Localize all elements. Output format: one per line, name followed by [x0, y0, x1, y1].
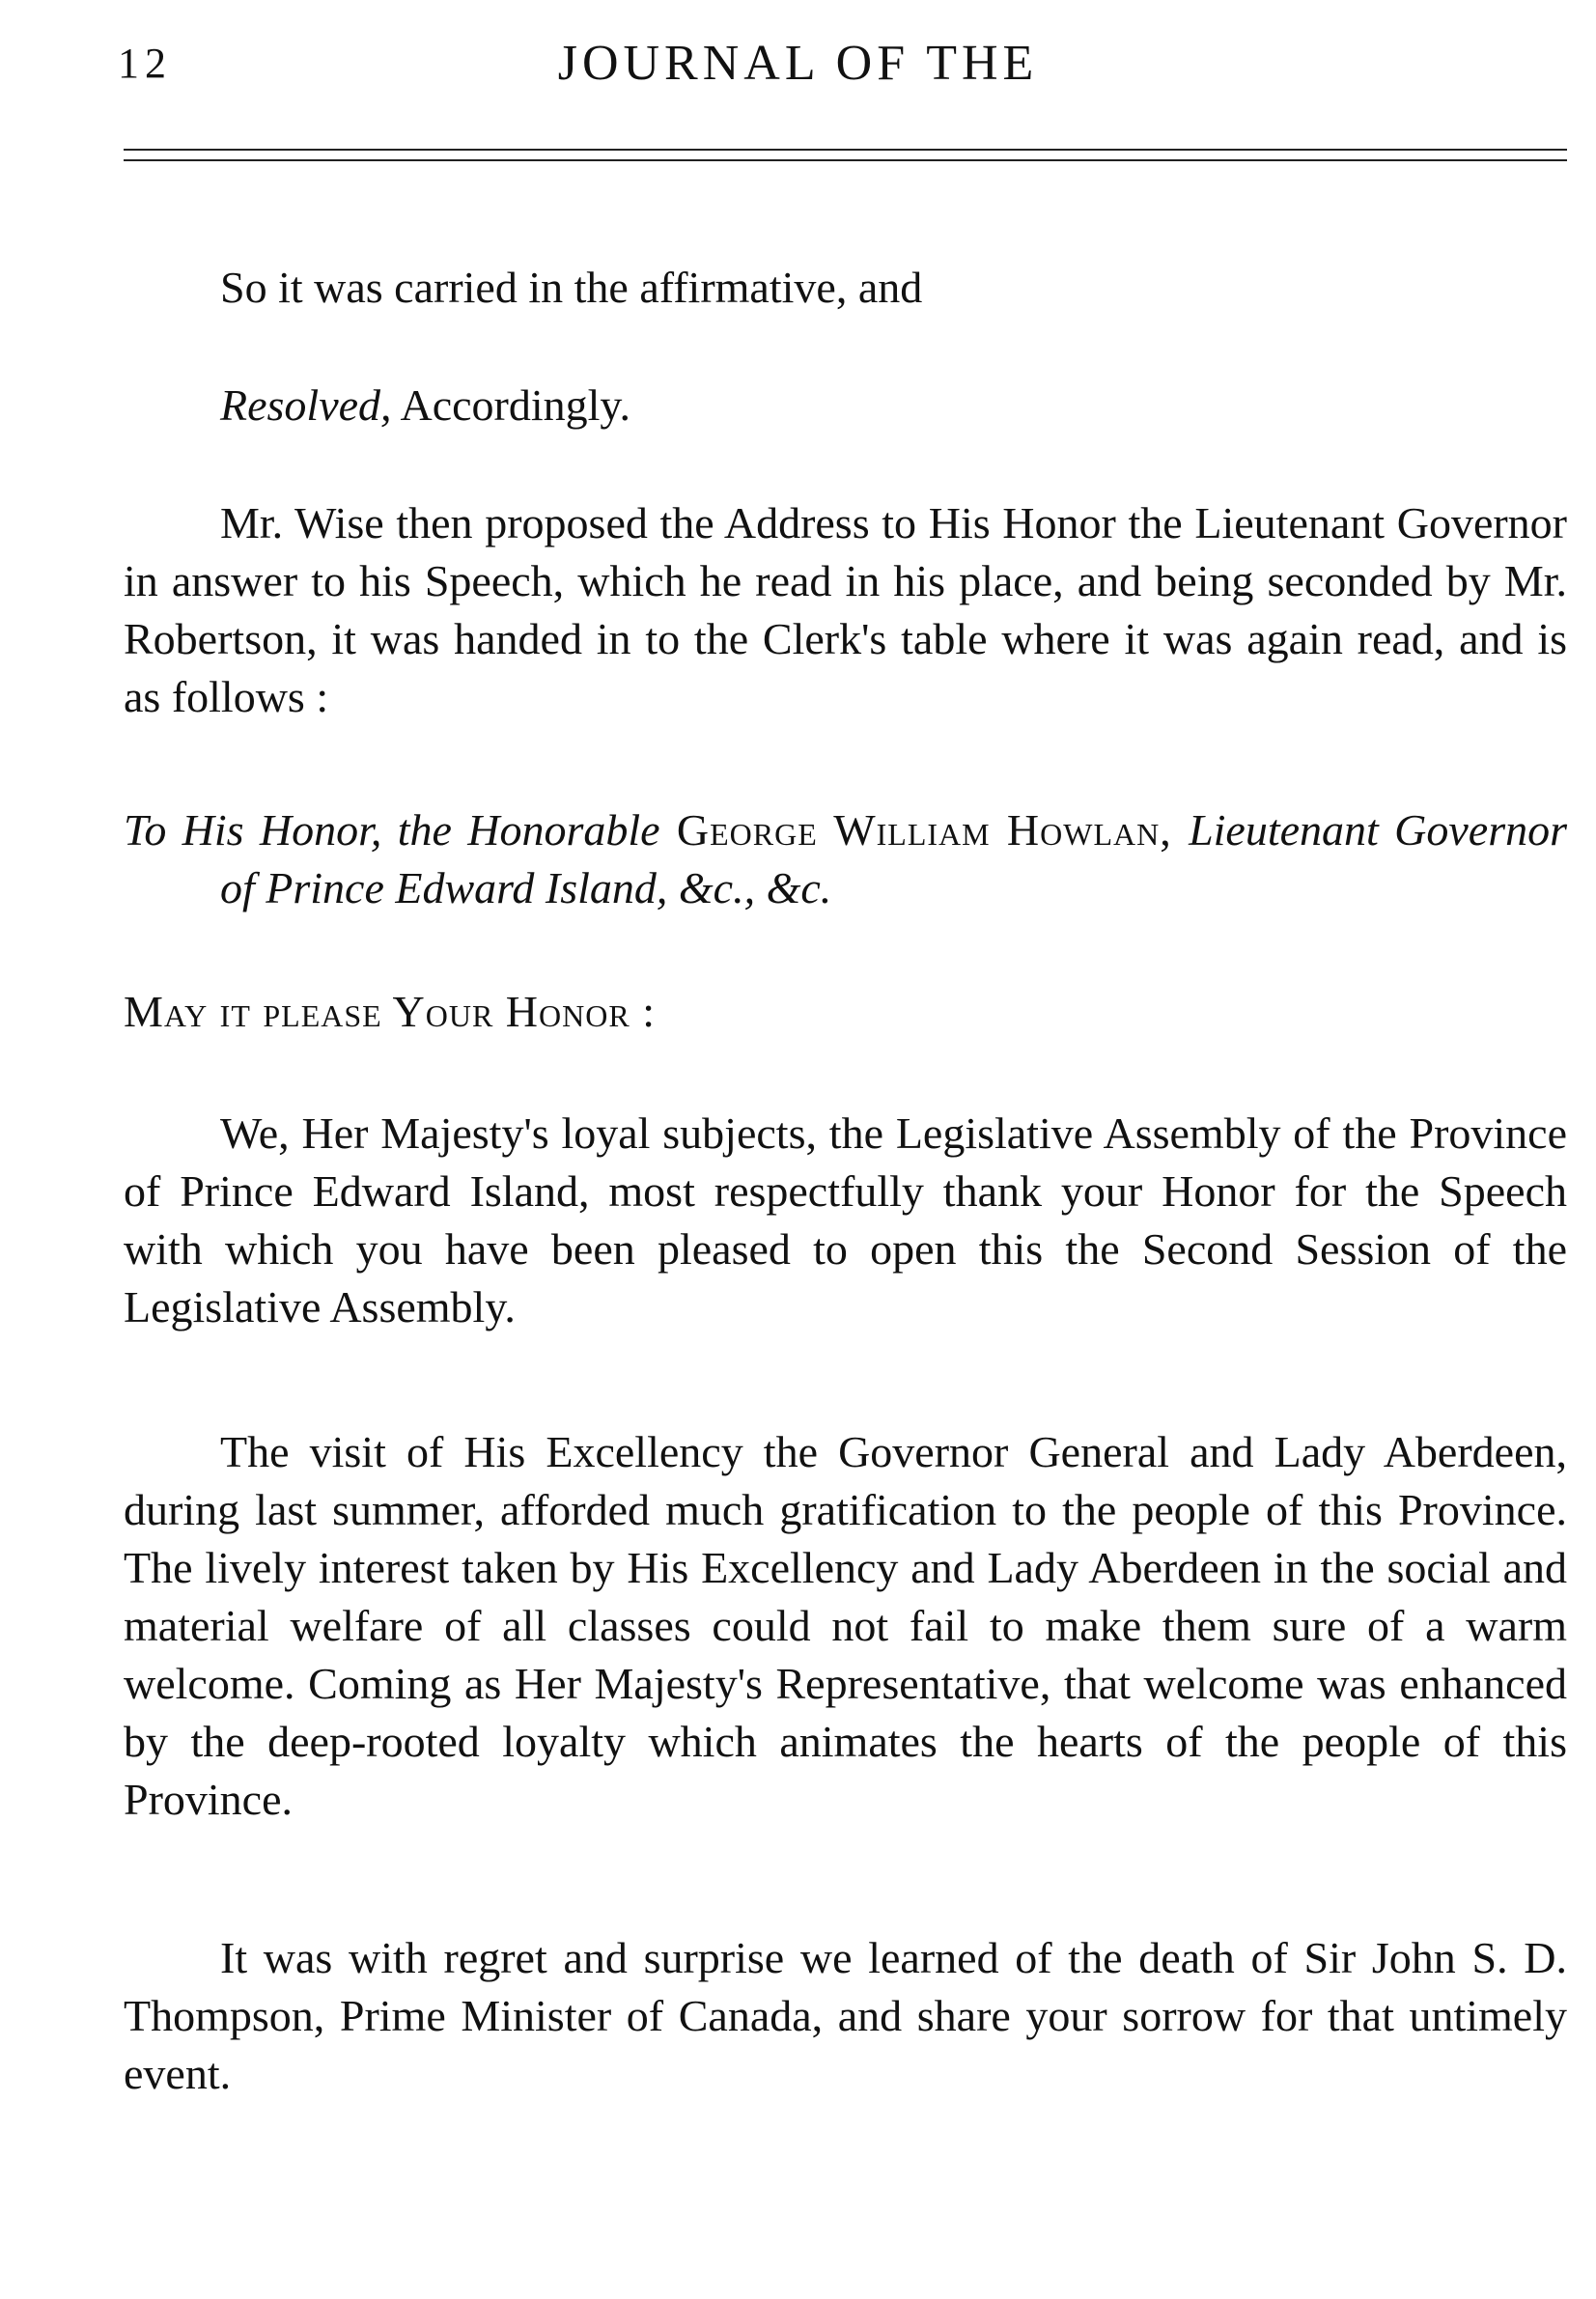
resolved-rest: Accordingly. — [391, 380, 630, 430]
resolved-line — [124, 377, 1567, 435]
running-head: JOURNAL OF THE — [557, 36, 1039, 91]
address-heading-suffix: Lieutenant Governor of Prince Edward Island, &c., &c. — [220, 805, 1567, 912]
page-number: 12 — [118, 40, 172, 87]
address-heading-prefix: To His Honor, the Honorable — [124, 805, 660, 855]
header-rule-top — [124, 149, 1567, 151]
header-rule-bottom — [124, 159, 1567, 161]
address-heading — [124, 801, 1567, 917]
address-paragraph-1: We, Her Majesty's loyal subjects, the Legislative Assembly of the Province of Prince Edward Island, most respectfully thank your Honor for the Speech with which you have been pleased to open this the Second Session of the Legislative Assembly. — [124, 1108, 1567, 1332]
address-paragraph-3: It was with regret and surprise we learned of the death of Sir John S. D. Thompson, Prime Minister of Canada, and share your sorrow for that untimely event. — [124, 1933, 1567, 2098]
address-paragraph-2: The visit of His Excellency the Governor General and Lady Aberdeen, during last summer, afforded much gratification to the people of this Province. The lively interest taken by His Excellency and Lady Aberdeen in the social and material welfare of all classes could not fail to make them sure of a warm welcome. Coming as Her Majesty's Representative, that welcome was enhanced by the deep-rooted loyalty which animates the hearts of the people of this Province. — [124, 1427, 1567, 1824]
salutation: May it please Your Honor : — [124, 987, 656, 1036]
motion-paragraph: Mr. Wise then proposed the Address to His Honor the Lieutenant Governor in answer to his Speech, which he read in his place, and being seconded by Mr. Robertson, it was handed in to the Clerk's table where it was again read, and is as follows : — [124, 498, 1567, 721]
governor-name: George William Howlan, — [659, 805, 1190, 855]
resolved-word: Resolved, — [220, 380, 392, 430]
carried-line: So it was carried in the affirmative, and — [220, 263, 923, 312]
